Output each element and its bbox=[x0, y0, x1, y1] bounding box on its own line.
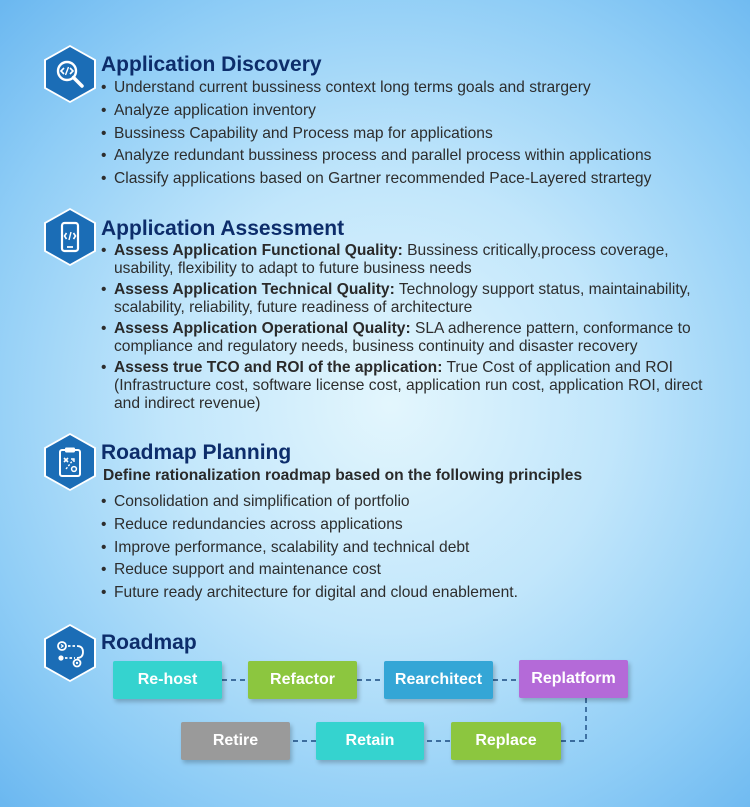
roadmap-step-replace: Replace bbox=[451, 722, 561, 760]
list-item: • Classify applications based on Gartner recommended Pace-Layered strartegy bbox=[101, 170, 716, 188]
roadmap-step-rearchitect: Rearchitect bbox=[384, 661, 493, 699]
list-item: • Improve performance, scalability and technical debt bbox=[101, 539, 716, 557]
roadmap-step-rehost: Re-host bbox=[113, 661, 222, 699]
roadmap-step-retire: Retire bbox=[181, 722, 290, 760]
item-label: Assess Application Functional Quality: bbox=[114, 242, 403, 259]
item-label: Assess Application Operational Quality: bbox=[114, 320, 411, 337]
list-item: • Bussiness Capability and Process map for applications bbox=[101, 125, 716, 143]
item-text: Technology support status, maintainability, scalability, reliability, future readiness of architecture bbox=[114, 281, 691, 316]
connector-replatform-replace bbox=[561, 698, 586, 741]
roadmap-title: Roadmap bbox=[101, 631, 197, 654]
list-item: • Future ready architecture for digital and cloud enablement. bbox=[101, 584, 716, 602]
item-label: Assess true TCO and ROI of the application: bbox=[114, 359, 443, 376]
item-text: True Cost of application and ROI (Infrastructure cost, software license cost, application run cost, application ROI, direct and indirect revenue) bbox=[114, 359, 703, 412]
roadmap-step-replatform: Replatform bbox=[519, 660, 628, 698]
list-item: • Understand current bussiness context long terms goals and strargery bbox=[101, 79, 716, 97]
list-item: • Reduce redundancies across applications bbox=[101, 516, 716, 534]
roadmap-step-retain: Retain bbox=[316, 722, 424, 760]
discovery-title: Application Discovery bbox=[101, 53, 322, 76]
planning-title: Roadmap Planning bbox=[101, 441, 292, 464]
planning-subtitle: Define rationalization roadmap based on the following principles bbox=[103, 467, 583, 484]
list-item: • Analyze redundant bussiness process and parallel process within applications bbox=[101, 147, 716, 165]
item-label: Assess Application Technical Quality: bbox=[114, 281, 395, 298]
roadmap-step-refactor: Refactor bbox=[248, 661, 357, 699]
list-item: • Consolidation and simplification of portfolio bbox=[101, 493, 716, 511]
assessment-title: Application Assessment bbox=[101, 217, 345, 240]
list-item: • Reduce support and maintenance cost bbox=[101, 561, 716, 579]
list-item: • Analyze application inventory bbox=[101, 102, 716, 120]
item-text: Bussiness critically,process coverage, usability, flexibility to adapt to future business needs bbox=[114, 242, 669, 277]
item-text: SLA adherence pattern, conformance to compliance and regulatory needs, business continuity and disaster recovery bbox=[114, 320, 691, 355]
